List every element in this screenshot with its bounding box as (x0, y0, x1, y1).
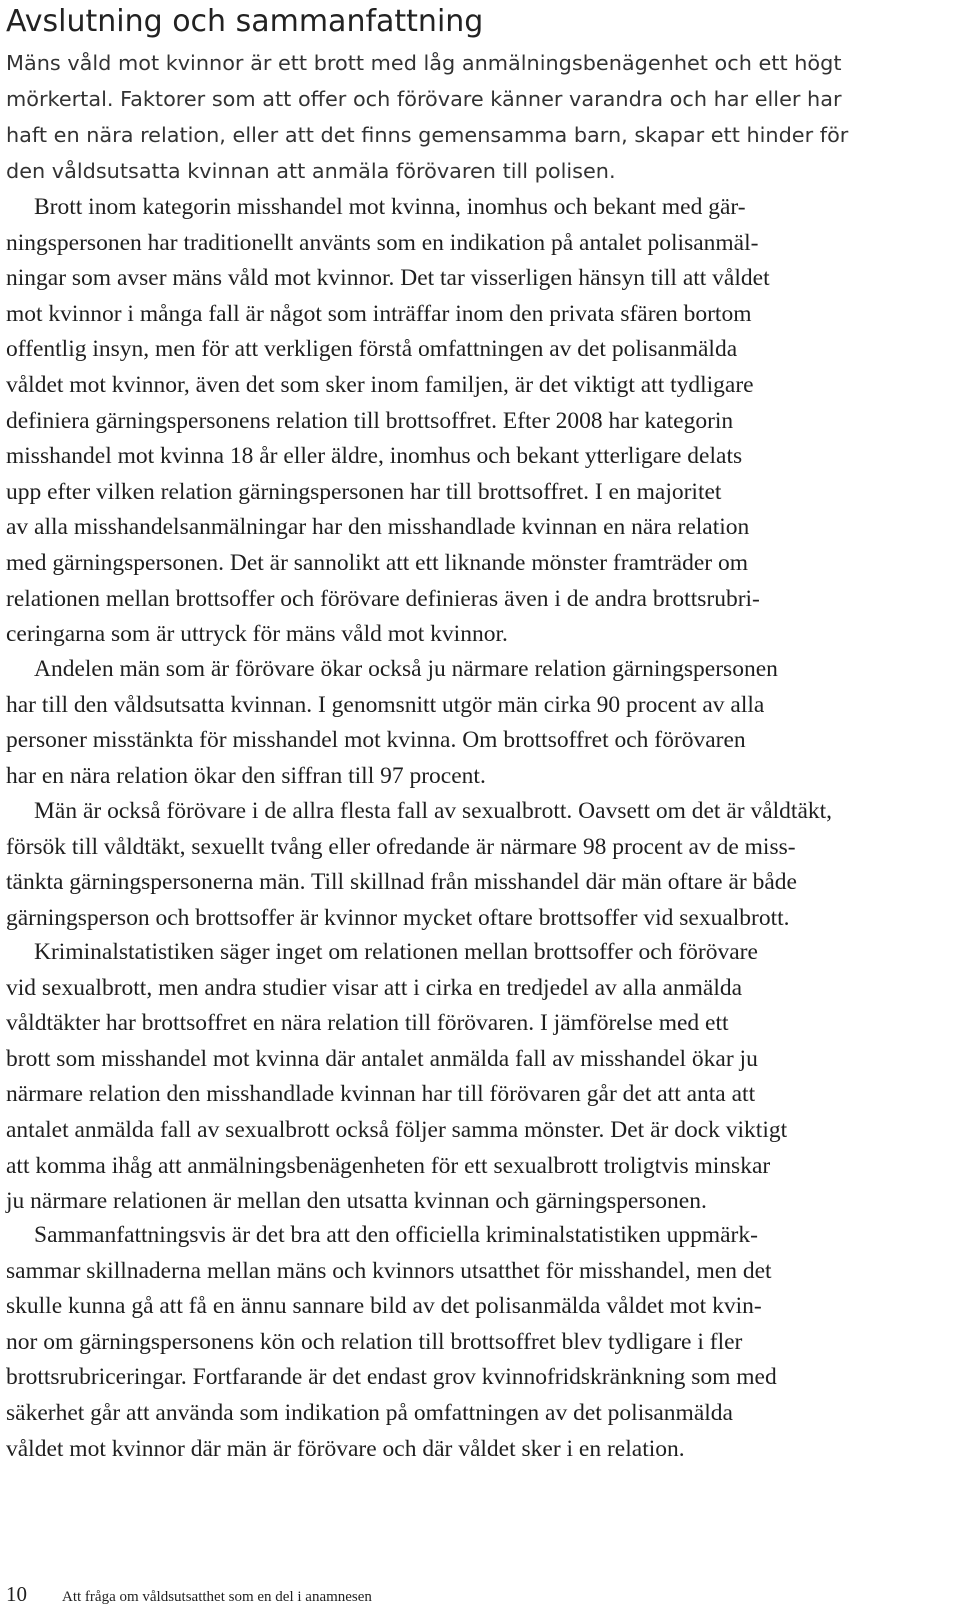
text-line: sammar skillnaderna mellan mäns och kvinnors utsatthet för misshandel, men det (6, 1257, 772, 1284)
text-line: har en nära relation ökar den siffran till 97 procent. (6, 762, 486, 789)
text-line: den våldsutsatta kvinnan att anmäla förövaren till polisen. (6, 159, 616, 183)
text-line: Andelen män som är förövare ökar också ju närmare relation gärningspersonen (34, 656, 778, 682)
text-line: våldet mot kvinnor, även det som sker inom familjen, är det viktigt att tydligare (6, 371, 754, 398)
text-line: våldtäkter har brottsoffret en nära relation till förövaren. I jämförelse med ett (6, 1010, 729, 1037)
page-footer (6, 1582, 372, 1607)
paragraph-sammanfattningsvis (6, 1218, 926, 1467)
text-line: upp efter vilken relation gärningspersonen har till brottsoffret. I en majoritet (6, 478, 722, 505)
text-line: säkerhet går att använda som indikation på omfattningen av det polisanmälda (6, 1399, 733, 1426)
text-line: ningspersonen har traditionellt använts som en indikation på antalet polisanmäl- (6, 229, 759, 256)
text-line: personer misstänkta för misshandel mot kvinna. Om brottsoffret och förövaren (6, 727, 746, 754)
text-line: skulle kunna gå att få en ännu sannare bild av det polisanmälda våldet mot kvin- (6, 1293, 762, 1320)
text-line: brottsrubriceringar. Fortfarande är det endast grov kvinnofridskränkning som med (6, 1364, 777, 1391)
text-line: våldet mot kvinnor där män är förövare och där våldet sker i en relation. (6, 1435, 685, 1462)
running-title: Att fråga om våldsutsatthet som en del i anamnesen (62, 1589, 372, 1605)
text-line: mörkertal. Faktorer som att offer och förövare känner varandra och har eller har (6, 87, 842, 111)
paragraph-andelen-man (6, 652, 926, 794)
text-line: närmare relation den misshandlade kvinnan har till förövaren går det att anta att (6, 1081, 756, 1108)
text-line: Brott inom kategorin misshandel mot kvinna, inomhus och bekant med gär- (34, 194, 746, 220)
text-line: försök till våldtäkt, sexuellt tvång eller ofredande är närmare 98 procent av de miss- (6, 833, 796, 860)
text-line: Män är också förövare i de allra flesta fall av sexualbrott. Oavsett om det är våldtäkt, (34, 798, 833, 824)
text-line: nor om gärningspersonens kön och relation till brottsoffret blev tydligare i fler (6, 1328, 743, 1355)
paragraph-misshandel-kategori (6, 190, 926, 653)
text-line: ningar som avser mäns våld mot kvinnor. Det tar visserligen hänsyn till att våldet (6, 265, 770, 292)
intro-paragraph (6, 45, 926, 189)
text-line: av alla misshandelsanmälningar har den misshandlade kvinnan en nära relation (6, 514, 750, 541)
paragraph-kriminalstatistiken (6, 935, 926, 1220)
text-line: ju närmare relationen är mellan den utsatta kvinnan och gärningspersonen. (6, 1188, 707, 1215)
text-line: mot kvinnor i många fall är något som inträffar inom den privata sfären bortom (6, 300, 752, 327)
page-number: 10 (6, 1582, 27, 1606)
section-heading: Avslutning och sammanfattning (6, 4, 484, 39)
text-line: misshandel mot kvinna 18 år eller äldre, inomhus och bekant ytterligare delats (6, 443, 743, 470)
text-line: Sammanfattningsvis är det bra att den officiella kriminalstatistiken uppmärk- (34, 1222, 758, 1248)
text-line: Kriminalstatistiken säger inget om relationen mellan brottsoffer och förövare (34, 939, 758, 965)
text-line: att komma ihåg att anmälningsbenägenheten för ett sexualbrott troligtvis minskar (6, 1152, 771, 1179)
text-line: tänkta gärningspersonerna män. Till skillnad från misshandel där män oftare är både (6, 869, 797, 896)
text-line: offentlig insyn, men för att verkligen förstå omfattningen av det polisanmälda (6, 336, 738, 363)
text-line: definiera gärningspersonens relation till brottsoffret. Efter 2008 har kategorin (6, 407, 734, 434)
text-line: haft en nära relation, eller att det finns gemensamma barn, skapar ett hinder för (6, 123, 849, 147)
text-line: vid sexualbrott, men andra studier visar att i cirka en tredjedel av alla anmälda (6, 974, 743, 1001)
text-line: Mäns våld mot kvinnor är ett brott med låg anmälningsbenägenhet och ett högt (6, 51, 842, 75)
text-line: har till den våldsutsatta kvinnan. I genomsnitt utgör män cirka 90 procent av alla (6, 691, 765, 718)
text-line: antalet anmälda fall av sexualbrott också följer samma mönster. Det är dock viktigt (6, 1116, 788, 1143)
text-line: ceringarna som är uttryck för mäns våld mot kvinnor. (6, 621, 508, 648)
text-line: relationen mellan brottsoffer och förövare definieras även i de andra brottsrubri- (6, 585, 760, 612)
text-line: brott som misshandel mot kvinna där antalet anmälda fall av misshandel ökar ju (6, 1045, 758, 1072)
paragraph-sexualbrott (6, 794, 926, 936)
text-line: med gärningspersonen. Det är sannolikt att ett liknande mönster framträder om (6, 549, 748, 576)
text-line: gärningsperson och brottsoffer är kvinnor mycket oftare brottsoffer vid sexualbrott. (6, 904, 790, 931)
